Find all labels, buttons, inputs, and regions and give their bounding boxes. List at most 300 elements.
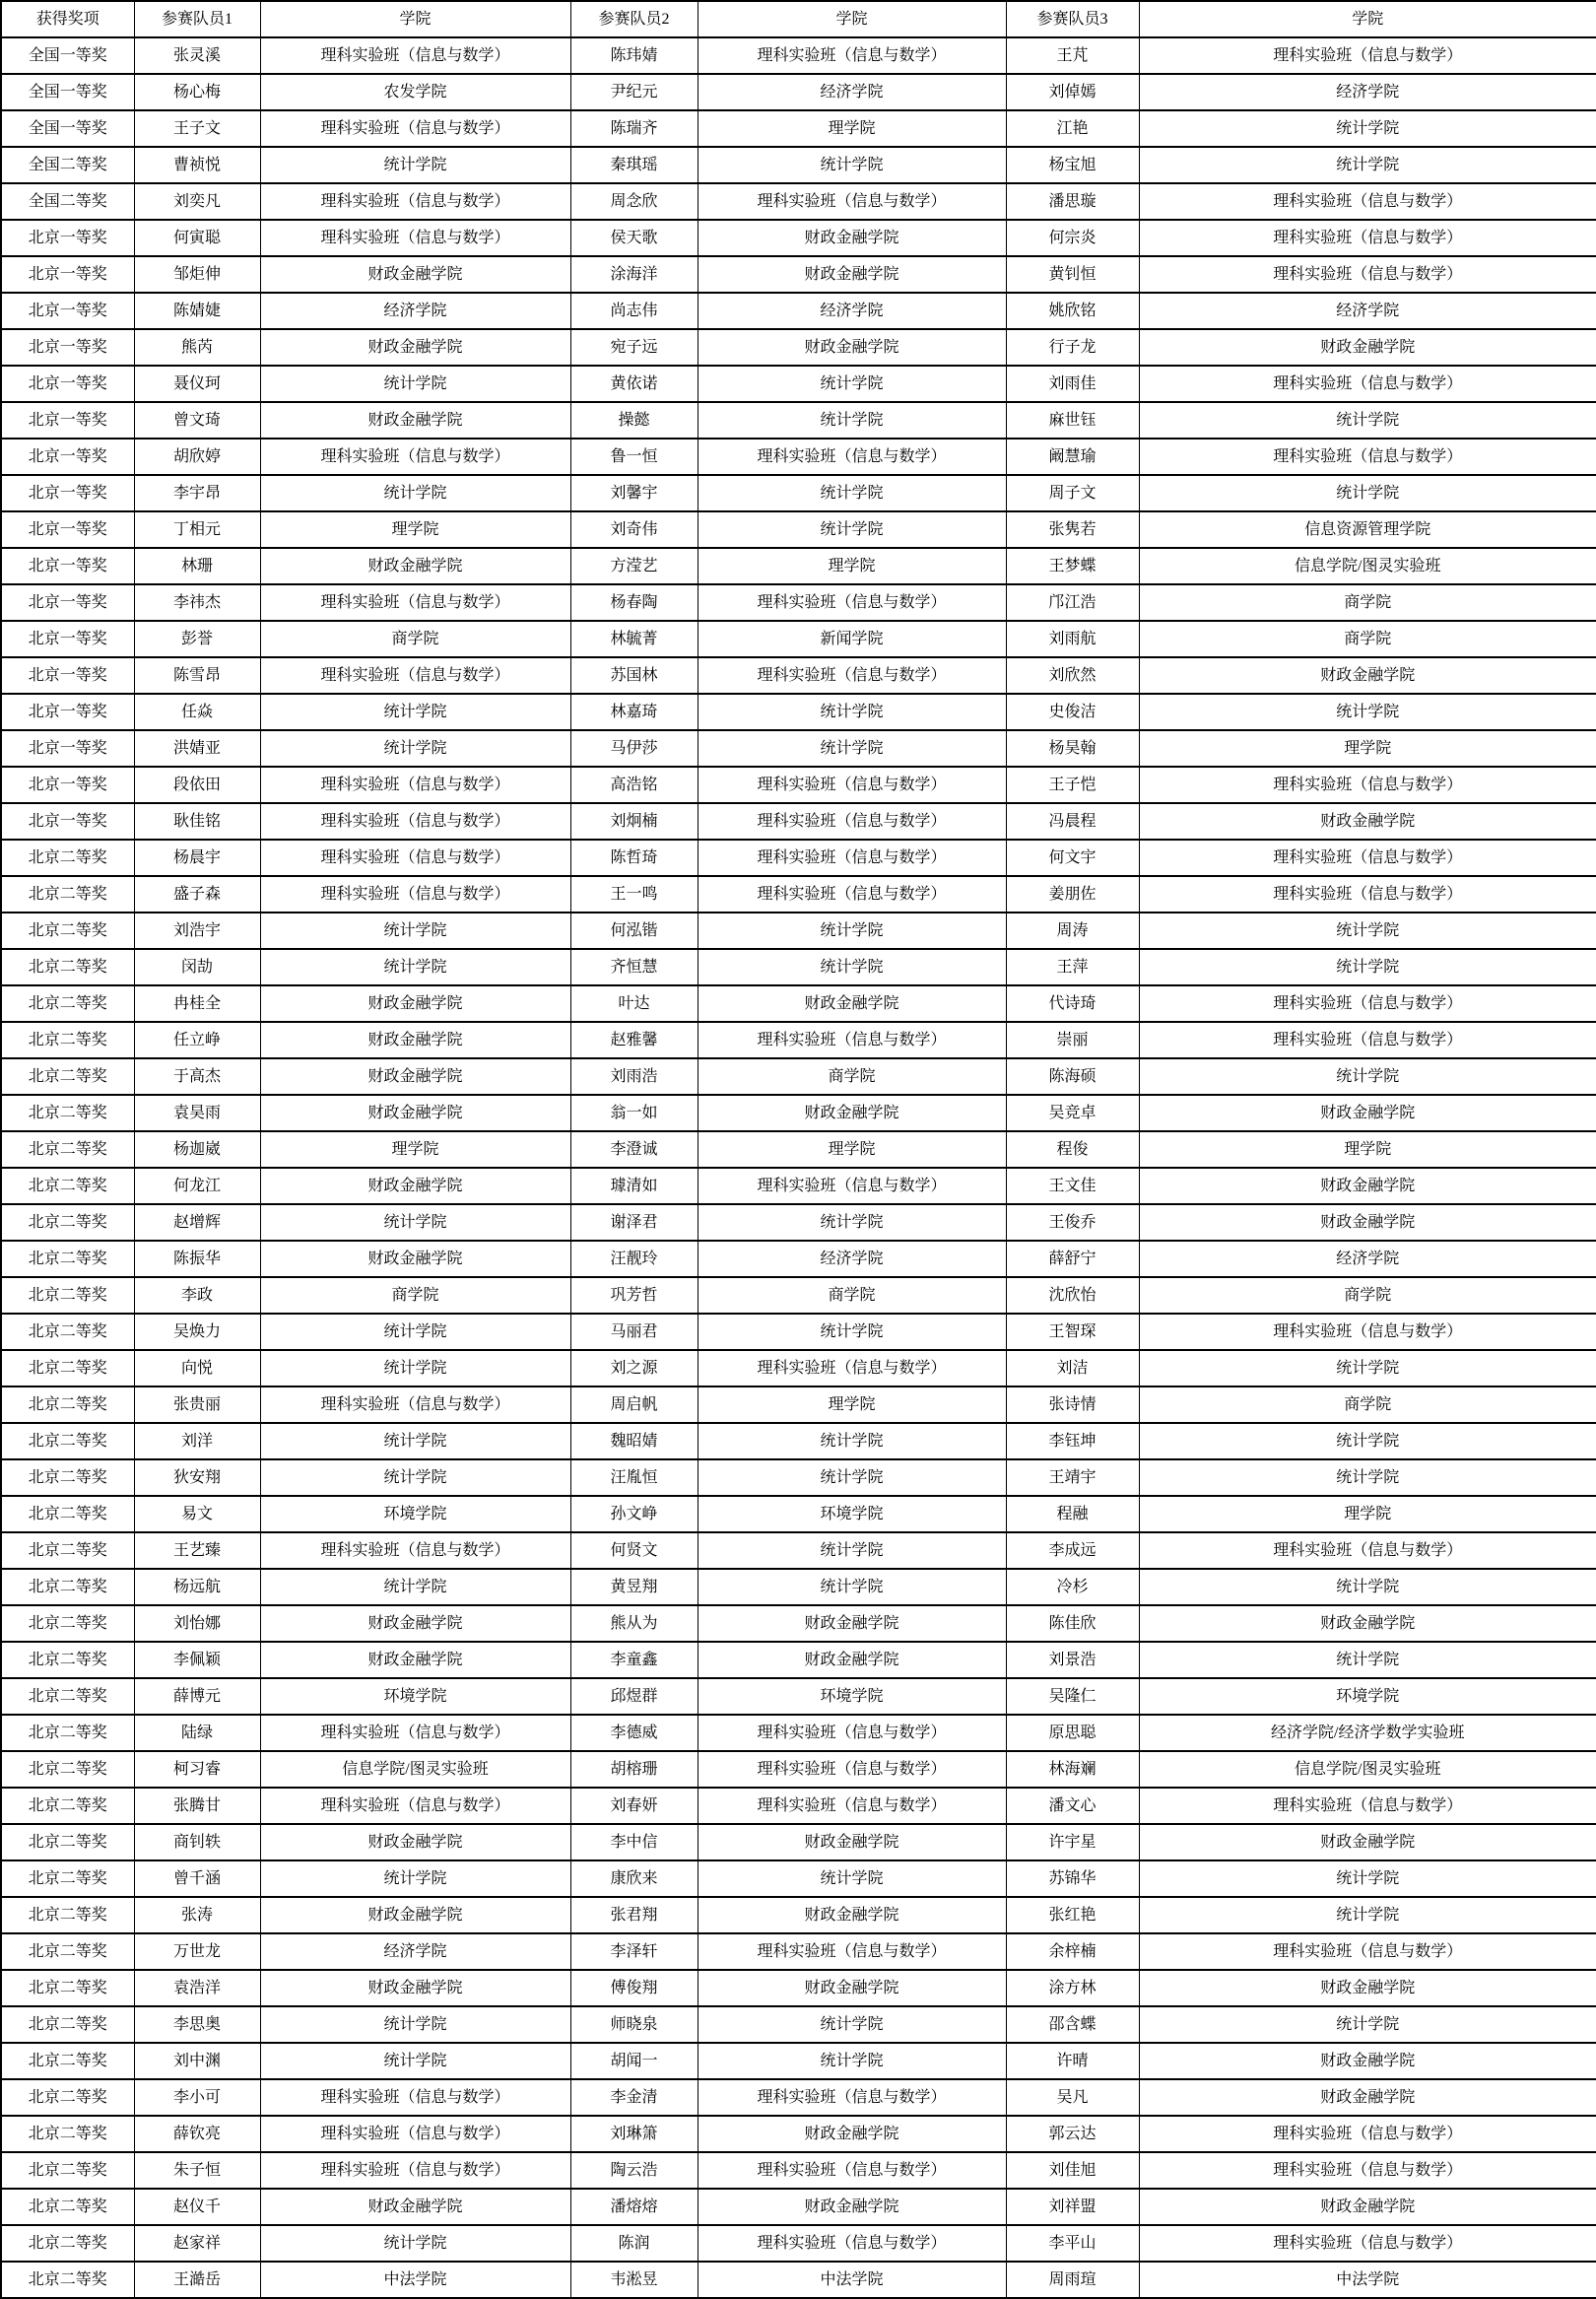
member1-college-cell: 理学院: [260, 511, 570, 548]
table-row: [1, 803, 1596, 840]
member3-college-cell: 商学院: [1139, 1277, 1596, 1314]
member2-name-cell: 熊从为: [570, 1605, 698, 1642]
member3-college-cell: 统计学院: [1139, 475, 1596, 511]
member3-name-cell: 周雨瑄: [1006, 2262, 1139, 2298]
member3-name-cell: 刘雨佳: [1006, 366, 1139, 402]
member1-college-cell: 统计学院: [260, 1459, 570, 1496]
member1-name-cell: 何龙江: [134, 1168, 260, 1204]
member1-name-cell: 李宇昂: [134, 475, 260, 511]
member3-name-cell: 薛舒宁: [1006, 1241, 1139, 1277]
table-row: [1, 1204, 1596, 1241]
table-row: [1, 584, 1596, 621]
member3-college-cell: 财政金融学院: [1139, 1605, 1596, 1642]
member2-college-cell: 理科实验班（信息与数学）: [698, 439, 1006, 475]
table-row: [1, 1131, 1596, 1168]
member1-college-cell: 财政金融学院: [260, 1058, 570, 1095]
member2-name-cell: 马丽君: [570, 1314, 698, 1350]
member2-name-cell: 尹纪元: [570, 74, 698, 110]
member1-name-cell: 朱子恒: [134, 2152, 260, 2189]
member1-name-cell: 易文: [134, 1496, 260, 1532]
member2-name-cell: 杨春陶: [570, 584, 698, 621]
member3-name-cell: 王靖宇: [1006, 1459, 1139, 1496]
member3-college-cell: 统计学院: [1139, 110, 1596, 147]
member3-name-cell: 崇丽: [1006, 1022, 1139, 1058]
member3-name-cell: 冷杉: [1006, 1569, 1139, 1605]
member2-college-cell: 统计学院: [698, 2043, 1006, 2079]
member1-name-cell: 薛钦亮: [134, 2116, 260, 2152]
member2-name-cell: 胡闻一: [570, 2043, 698, 2079]
member1-college-cell: 理科实验班（信息与数学）: [260, 220, 570, 256]
member1-name-cell: 胡欣婷: [134, 439, 260, 475]
table-row: [1, 1642, 1596, 1678]
member1-college-cell: 理科实验班（信息与数学）: [260, 110, 570, 147]
award-cell: 北京二等奖: [1, 1168, 134, 1204]
member3-name-cell: 王萍: [1006, 949, 1139, 985]
table-row: [1, 1897, 1596, 1933]
member3-college-cell: 理科实验班（信息与数学）: [1139, 220, 1596, 256]
award-cell: 北京二等奖: [1, 1532, 134, 1569]
award-cell: 北京二等奖: [1, 1678, 134, 1715]
award-cell: 北京二等奖: [1, 1386, 134, 1423]
member2-college-cell: 统计学院: [698, 1204, 1006, 1241]
member2-college-cell: 统计学院: [698, 2006, 1006, 2043]
member1-name-cell: 于高杰: [134, 1058, 260, 1095]
member3-name-cell: 苏锦华: [1006, 1860, 1139, 1897]
member2-college-cell: 统计学院: [698, 366, 1006, 402]
member2-college-cell: 新闻学院: [698, 621, 1006, 657]
table-row: [1, 2189, 1596, 2225]
member2-name-cell: 翁一如: [570, 1095, 698, 1131]
table-row: [1, 1095, 1596, 1131]
member2-name-cell: 李金清: [570, 2079, 698, 2116]
award-cell: 北京二等奖: [1, 985, 134, 1022]
member1-name-cell: 何寅聪: [134, 220, 260, 256]
award-cell: 北京二等奖: [1, 1022, 134, 1058]
award-cell: 北京二等奖: [1, 1751, 134, 1788]
award-cell: 北京一等奖: [1, 256, 134, 293]
member2-college-cell: 理科实验班（信息与数学）: [698, 584, 1006, 621]
member2-college-cell: 财政金融学院: [698, 985, 1006, 1022]
member1-college-cell: 统计学院: [260, 1204, 570, 1241]
member1-name-cell: 冉桂全: [134, 985, 260, 1022]
member1-college-cell: 统计学院: [260, 2006, 570, 2043]
member3-college-cell: 信息学院/图灵实验班: [1139, 548, 1596, 584]
table-row: [1, 37, 1596, 74]
member3-college-cell: 理学院: [1139, 1131, 1596, 1168]
member1-college-cell: 理科实验班（信息与数学）: [260, 584, 570, 621]
member1-college-cell: 理科实验班（信息与数学）: [260, 876, 570, 913]
member1-name-cell: 李佩颖: [134, 1642, 260, 1678]
table-row: [1, 475, 1596, 511]
table-row: [1, 1824, 1596, 1860]
member1-name-cell: 彭誉: [134, 621, 260, 657]
member3-name-cell: 程融: [1006, 1496, 1139, 1532]
member2-college-cell: 财政金融学院: [698, 220, 1006, 256]
member1-college-cell: 理科实验班（信息与数学）: [260, 1386, 570, 1423]
table-row: [1, 220, 1596, 256]
member2-name-cell: 陈瑞齐: [570, 110, 698, 147]
member2-name-cell: 刘馨宇: [570, 475, 698, 511]
member2-college-cell: 统计学院: [698, 730, 1006, 767]
table-row: [1, 621, 1596, 657]
member3-college-cell: 统计学院: [1139, 147, 1596, 183]
member2-name-cell: 鲁一恒: [570, 439, 698, 475]
member1-name-cell: 赵仪千: [134, 2189, 260, 2225]
table-row: [1, 985, 1596, 1022]
member1-name-cell: 李政: [134, 1277, 260, 1314]
table-row: [1, 1970, 1596, 2006]
member2-college-cell: 理科实验班（信息与数学）: [698, 1788, 1006, 1824]
member1-name-cell: 刘奕凡: [134, 183, 260, 220]
table-row: [1, 1058, 1596, 1095]
award-cell: 北京一等奖: [1, 767, 134, 803]
member3-college-cell: 统计学院: [1139, 2006, 1596, 2043]
member2-college-cell: 财政金融学院: [698, 1897, 1006, 1933]
member3-college-cell: 理科实验班（信息与数学）: [1139, 2225, 1596, 2262]
table-row: [1, 1532, 1596, 1569]
member2-college-cell: 理学院: [698, 548, 1006, 584]
member3-college-cell: 信息资源管理学院: [1139, 511, 1596, 548]
award-cell: 北京一等奖: [1, 730, 134, 767]
table-row: [1, 1496, 1596, 1532]
member2-name-cell: 李童鑫: [570, 1642, 698, 1678]
member1-college-cell: 环境学院: [260, 1678, 570, 1715]
member2-name-cell: 陈润: [570, 2225, 698, 2262]
award-cell: 北京二等奖: [1, 1933, 134, 1970]
member3-name-cell: 郭云达: [1006, 2116, 1139, 2152]
member2-college-cell: 统计学院: [698, 511, 1006, 548]
member1-name-cell: 任立峥: [134, 1022, 260, 1058]
header-row: [1, 1, 1596, 37]
header-award: 获得奖项: [1, 1, 134, 37]
member1-college-cell: 统计学院: [260, 1569, 570, 1605]
table-row: [1, 1605, 1596, 1642]
member3-name-cell: 吴隆仁: [1006, 1678, 1139, 1715]
member2-college-cell: 理科实验班（信息与数学）: [698, 767, 1006, 803]
member1-college-cell: 财政金融学院: [260, 1241, 570, 1277]
member2-college-cell: 理科实验班（信息与数学）: [698, 1751, 1006, 1788]
member1-name-cell: 聂仪珂: [134, 366, 260, 402]
header-member3: 参赛队员3: [1006, 1, 1139, 37]
member2-name-cell: 马伊莎: [570, 730, 698, 767]
member3-college-cell: 理科实验班（信息与数学）: [1139, 1314, 1596, 1350]
table-row: [1, 183, 1596, 220]
member3-college-cell: 财政金融学院: [1139, 329, 1596, 366]
award-cell: 北京一等奖: [1, 293, 134, 329]
table-row: [1, 366, 1596, 402]
member2-name-cell: 巩芳哲: [570, 1277, 698, 1314]
table-row: [1, 840, 1596, 876]
member3-college-cell: 统计学院: [1139, 1642, 1596, 1678]
table-row: [1, 1350, 1596, 1386]
member3-college-cell: 财政金融学院: [1139, 2189, 1596, 2225]
table-row: [1, 2006, 1596, 2043]
table-row: [1, 402, 1596, 439]
header-member1: 参赛队员1: [134, 1, 260, 37]
member1-name-cell: 李思奥: [134, 2006, 260, 2043]
award-cell: 北京二等奖: [1, 913, 134, 949]
table-row: [1, 949, 1596, 985]
member2-name-cell: 赵雅馨: [570, 1022, 698, 1058]
member1-college-cell: 统计学院: [260, 147, 570, 183]
member2-name-cell: 陶云浩: [570, 2152, 698, 2189]
table-row: [1, 1751, 1596, 1788]
member2-name-cell: 刘炯楠: [570, 803, 698, 840]
member1-college-cell: 统计学院: [260, 1350, 570, 1386]
member1-college-cell: 财政金融学院: [260, 256, 570, 293]
member2-college-cell: 财政金融学院: [698, 256, 1006, 293]
member2-college-cell: 统计学院: [698, 949, 1006, 985]
award-cell: 北京二等奖: [1, 1095, 134, 1131]
award-cell: 北京一等奖: [1, 511, 134, 548]
table-row: [1, 1569, 1596, 1605]
member2-name-cell: 汪靓玲: [570, 1241, 698, 1277]
member1-name-cell: 杨晨宇: [134, 840, 260, 876]
award-cell: 北京一等奖: [1, 548, 134, 584]
award-cell: 北京二等奖: [1, 1131, 134, 1168]
table-row: [1, 147, 1596, 183]
member1-college-cell: 统计学院: [260, 1860, 570, 1897]
member1-name-cell: 盛子森: [134, 876, 260, 913]
member3-college-cell: 财政金融学院: [1139, 1095, 1596, 1131]
member1-name-cell: 杨心梅: [134, 74, 260, 110]
member1-college-cell: 理学院: [260, 1131, 570, 1168]
member2-college-cell: 理科实验班（信息与数学）: [698, 1022, 1006, 1058]
member1-college-cell: 理科实验班（信息与数学）: [260, 657, 570, 694]
member1-name-cell: 杨远航: [134, 1569, 260, 1605]
member2-college-cell: 中法学院: [698, 2262, 1006, 2298]
member1-name-cell: 熊芮: [134, 329, 260, 366]
member3-college-cell: 财政金融学院: [1139, 2043, 1596, 2079]
member1-name-cell: 闵劼: [134, 949, 260, 985]
member3-college-cell: 理科实验班（信息与数学）: [1139, 840, 1596, 876]
member3-college-cell: 经济学院/经济学数学实验班: [1139, 1715, 1596, 1751]
award-cell: 北京二等奖: [1, 2225, 134, 2262]
member2-college-cell: 理科实验班（信息与数学）: [698, 1715, 1006, 1751]
member2-name-cell: 韦淞昱: [570, 2262, 698, 2298]
award-cell: 北京二等奖: [1, 2152, 134, 2189]
member1-name-cell: 段依田: [134, 767, 260, 803]
member3-college-cell: 理科实验班（信息与数学）: [1139, 1022, 1596, 1058]
member3-name-cell: 王俊乔: [1006, 1204, 1139, 1241]
award-cell: 北京二等奖: [1, 1897, 134, 1933]
member2-name-cell: 魏昭婧: [570, 1423, 698, 1459]
member3-college-cell: 财政金融学院: [1139, 657, 1596, 694]
award-cell: 北京二等奖: [1, 1204, 134, 1241]
member3-name-cell: 周子文: [1006, 475, 1139, 511]
member2-name-cell: 刘之源: [570, 1350, 698, 1386]
award-cell: 北京二等奖: [1, 2079, 134, 2116]
member3-name-cell: 吴凡: [1006, 2079, 1139, 2116]
member2-college-cell: 理科实验班（信息与数学）: [698, 657, 1006, 694]
member2-college-cell: 理科实验班（信息与数学）: [698, 2079, 1006, 2116]
member3-name-cell: 冯晨程: [1006, 803, 1139, 840]
member1-college-cell: 统计学院: [260, 2043, 570, 2079]
member2-name-cell: 潘熔熔: [570, 2189, 698, 2225]
member3-college-cell: 理科实验班（信息与数学）: [1139, 876, 1596, 913]
member2-name-cell: 涂海洋: [570, 256, 698, 293]
member1-college-cell: 理科实验班（信息与数学）: [260, 840, 570, 876]
member2-name-cell: 何贤文: [570, 1532, 698, 1569]
member3-name-cell: 原思聪: [1006, 1715, 1139, 1751]
member1-name-cell: 王艺臻: [134, 1532, 260, 1569]
member1-college-cell: 统计学院: [260, 1314, 570, 1350]
member2-name-cell: 高浩铭: [570, 767, 698, 803]
header-college1: 学院: [260, 1, 570, 37]
member1-college-cell: 理科实验班（信息与数学）: [260, 1788, 570, 1824]
member1-name-cell: 曹祯悦: [134, 147, 260, 183]
member1-college-cell: 理科实验班（信息与数学）: [260, 803, 570, 840]
member1-name-cell: 刘洋: [134, 1423, 260, 1459]
member1-name-cell: 吴焕力: [134, 1314, 260, 1350]
member2-college-cell: 统计学院: [698, 402, 1006, 439]
member2-college-cell: 统计学院: [698, 1860, 1006, 1897]
member1-name-cell: 陈雪昂: [134, 657, 260, 694]
member2-name-cell: 刘琳箫: [570, 2116, 698, 2152]
member1-name-cell: 邹炬伸: [134, 256, 260, 293]
member1-name-cell: 刘浩宇: [134, 913, 260, 949]
member3-college-cell: 统计学院: [1139, 402, 1596, 439]
award-cell: 北京二等奖: [1, 1824, 134, 1860]
member2-college-cell: 统计学院: [698, 1459, 1006, 1496]
member1-name-cell: 柯习睿: [134, 1751, 260, 1788]
member1-college-cell: 统计学院: [260, 475, 570, 511]
table-row: [1, 1423, 1596, 1459]
table-row: [1, 2043, 1596, 2079]
member1-college-cell: 理科实验班（信息与数学）: [260, 2079, 570, 2116]
member1-college-cell: 财政金融学院: [260, 1022, 570, 1058]
member2-name-cell: 康欣来: [570, 1860, 698, 1897]
table-row: [1, 2152, 1596, 2189]
member1-college-cell: 理科实验班（信息与数学）: [260, 183, 570, 220]
member3-name-cell: 刘雨航: [1006, 621, 1139, 657]
member3-college-cell: 统计学院: [1139, 1423, 1596, 1459]
member2-college-cell: 理学院: [698, 1386, 1006, 1423]
member3-college-cell: 商学院: [1139, 1386, 1596, 1423]
member1-college-cell: 理科实验班（信息与数学）: [260, 2116, 570, 2152]
member3-college-cell: 经济学院: [1139, 293, 1596, 329]
member2-name-cell: 胡榕珊: [570, 1751, 698, 1788]
member1-name-cell: 任焱: [134, 694, 260, 730]
member2-name-cell: 苏国林: [570, 657, 698, 694]
member3-college-cell: 统计学院: [1139, 1058, 1596, 1095]
member2-name-cell: 林嘉琦: [570, 694, 698, 730]
award-cell: 北京二等奖: [1, 1314, 134, 1350]
member3-name-cell: 刘佳旭: [1006, 2152, 1139, 2189]
member2-name-cell: 璩清如: [570, 1168, 698, 1204]
member1-name-cell: 张贵丽: [134, 1386, 260, 1423]
member2-college-cell: 统计学院: [698, 1423, 1006, 1459]
member3-college-cell: 财政金融学院: [1139, 2079, 1596, 2116]
member3-name-cell: 涂方林: [1006, 1970, 1139, 2006]
table-row: [1, 548, 1596, 584]
member3-name-cell: 何宗炎: [1006, 220, 1139, 256]
member1-name-cell: 刘中渊: [134, 2043, 260, 2079]
table-row: [1, 329, 1596, 366]
member3-name-cell: 刘景浩: [1006, 1642, 1139, 1678]
member2-name-cell: 侯天歌: [570, 220, 698, 256]
member2-name-cell: 秦琪瑶: [570, 147, 698, 183]
award-cell: 北京二等奖: [1, 2189, 134, 2225]
member1-college-cell: 财政金融学院: [260, 402, 570, 439]
member2-name-cell: 陈玮婧: [570, 37, 698, 74]
member1-college-cell: 理科实验班（信息与数学）: [260, 2152, 570, 2189]
member2-name-cell: 林毓菁: [570, 621, 698, 657]
member3-name-cell: 李钰坤: [1006, 1423, 1139, 1459]
member2-name-cell: 李德威: [570, 1715, 698, 1751]
header-member2: 参赛队员2: [570, 1, 698, 37]
member3-name-cell: 陈海硕: [1006, 1058, 1139, 1095]
member1-name-cell: 万世龙: [134, 1933, 260, 1970]
member1-college-cell: 财政金融学院: [260, 1897, 570, 1933]
member1-name-cell: 李祎杰: [134, 584, 260, 621]
award-cell: 北京二等奖: [1, 1350, 134, 1386]
award-cell: 北京二等奖: [1, 1277, 134, 1314]
member1-name-cell: 张涛: [134, 1897, 260, 1933]
member1-name-cell: 陈婧婕: [134, 293, 260, 329]
member3-college-cell: 中法学院: [1139, 2262, 1596, 2298]
member2-college-cell: 统计学院: [698, 1314, 1006, 1350]
member2-college-cell: 环境学院: [698, 1496, 1006, 1532]
table-row: [1, 1241, 1596, 1277]
member2-college-cell: 理科实验班（信息与数学）: [698, 2152, 1006, 2189]
table-row: [1, 110, 1596, 147]
table-row: [1, 913, 1596, 949]
member3-college-cell: 信息学院/图灵实验班: [1139, 1751, 1596, 1788]
member3-college-cell: 统计学院: [1139, 1459, 1596, 1496]
member2-college-cell: 经济学院: [698, 293, 1006, 329]
member3-college-cell: 理科实验班（信息与数学）: [1139, 256, 1596, 293]
member1-name-cell: 刘怡娜: [134, 1605, 260, 1642]
member3-name-cell: 王文佳: [1006, 1168, 1139, 1204]
member2-college-cell: 统计学院: [698, 1569, 1006, 1605]
member1-name-cell: 张灵溪: [134, 37, 260, 74]
member2-college-cell: 理学院: [698, 110, 1006, 147]
member1-name-cell: 王澔岳: [134, 2262, 260, 2298]
award-cell: 北京二等奖: [1, 1860, 134, 1897]
table-row: [1, 767, 1596, 803]
member1-college-cell: 财政金融学院: [260, 1605, 570, 1642]
member2-college-cell: 财政金融学院: [698, 2189, 1006, 2225]
member1-college-cell: 统计学院: [260, 949, 570, 985]
member3-college-cell: 财政金融学院: [1139, 803, 1596, 840]
member2-college-cell: 理科实验班（信息与数学）: [698, 803, 1006, 840]
member3-name-cell: 周涛: [1006, 913, 1139, 949]
member2-college-cell: 经济学院: [698, 74, 1006, 110]
member2-name-cell: 孙文峥: [570, 1496, 698, 1532]
member3-college-cell: 理科实验班（信息与数学）: [1139, 985, 1596, 1022]
member3-college-cell: 统计学院: [1139, 1897, 1596, 1933]
member2-college-cell: 理科实验班（信息与数学）: [698, 1933, 1006, 1970]
member1-college-cell: 农发学院: [260, 74, 570, 110]
award-cell: 北京一等奖: [1, 803, 134, 840]
member3-name-cell: 林海斓: [1006, 1751, 1139, 1788]
award-cell: 北京一等奖: [1, 439, 134, 475]
member1-name-cell: 张腾甘: [134, 1788, 260, 1824]
table-row: [1, 2116, 1596, 2152]
member1-name-cell: 丁相元: [134, 511, 260, 548]
member1-name-cell: 狄安翔: [134, 1459, 260, 1496]
member3-college-cell: 财政金融学院: [1139, 1970, 1596, 2006]
award-cell: 北京一等奖: [1, 694, 134, 730]
table-row: [1, 1788, 1596, 1824]
member3-college-cell: 理科实验班（信息与数学）: [1139, 2116, 1596, 2152]
member3-college-cell: 理科实验班（信息与数学）: [1139, 1788, 1596, 1824]
member3-name-cell: 姜朋佐: [1006, 876, 1139, 913]
member3-name-cell: 刘祥盟: [1006, 2189, 1139, 2225]
header-college2: 学院: [698, 1, 1006, 37]
member2-name-cell: 方滢艺: [570, 548, 698, 584]
